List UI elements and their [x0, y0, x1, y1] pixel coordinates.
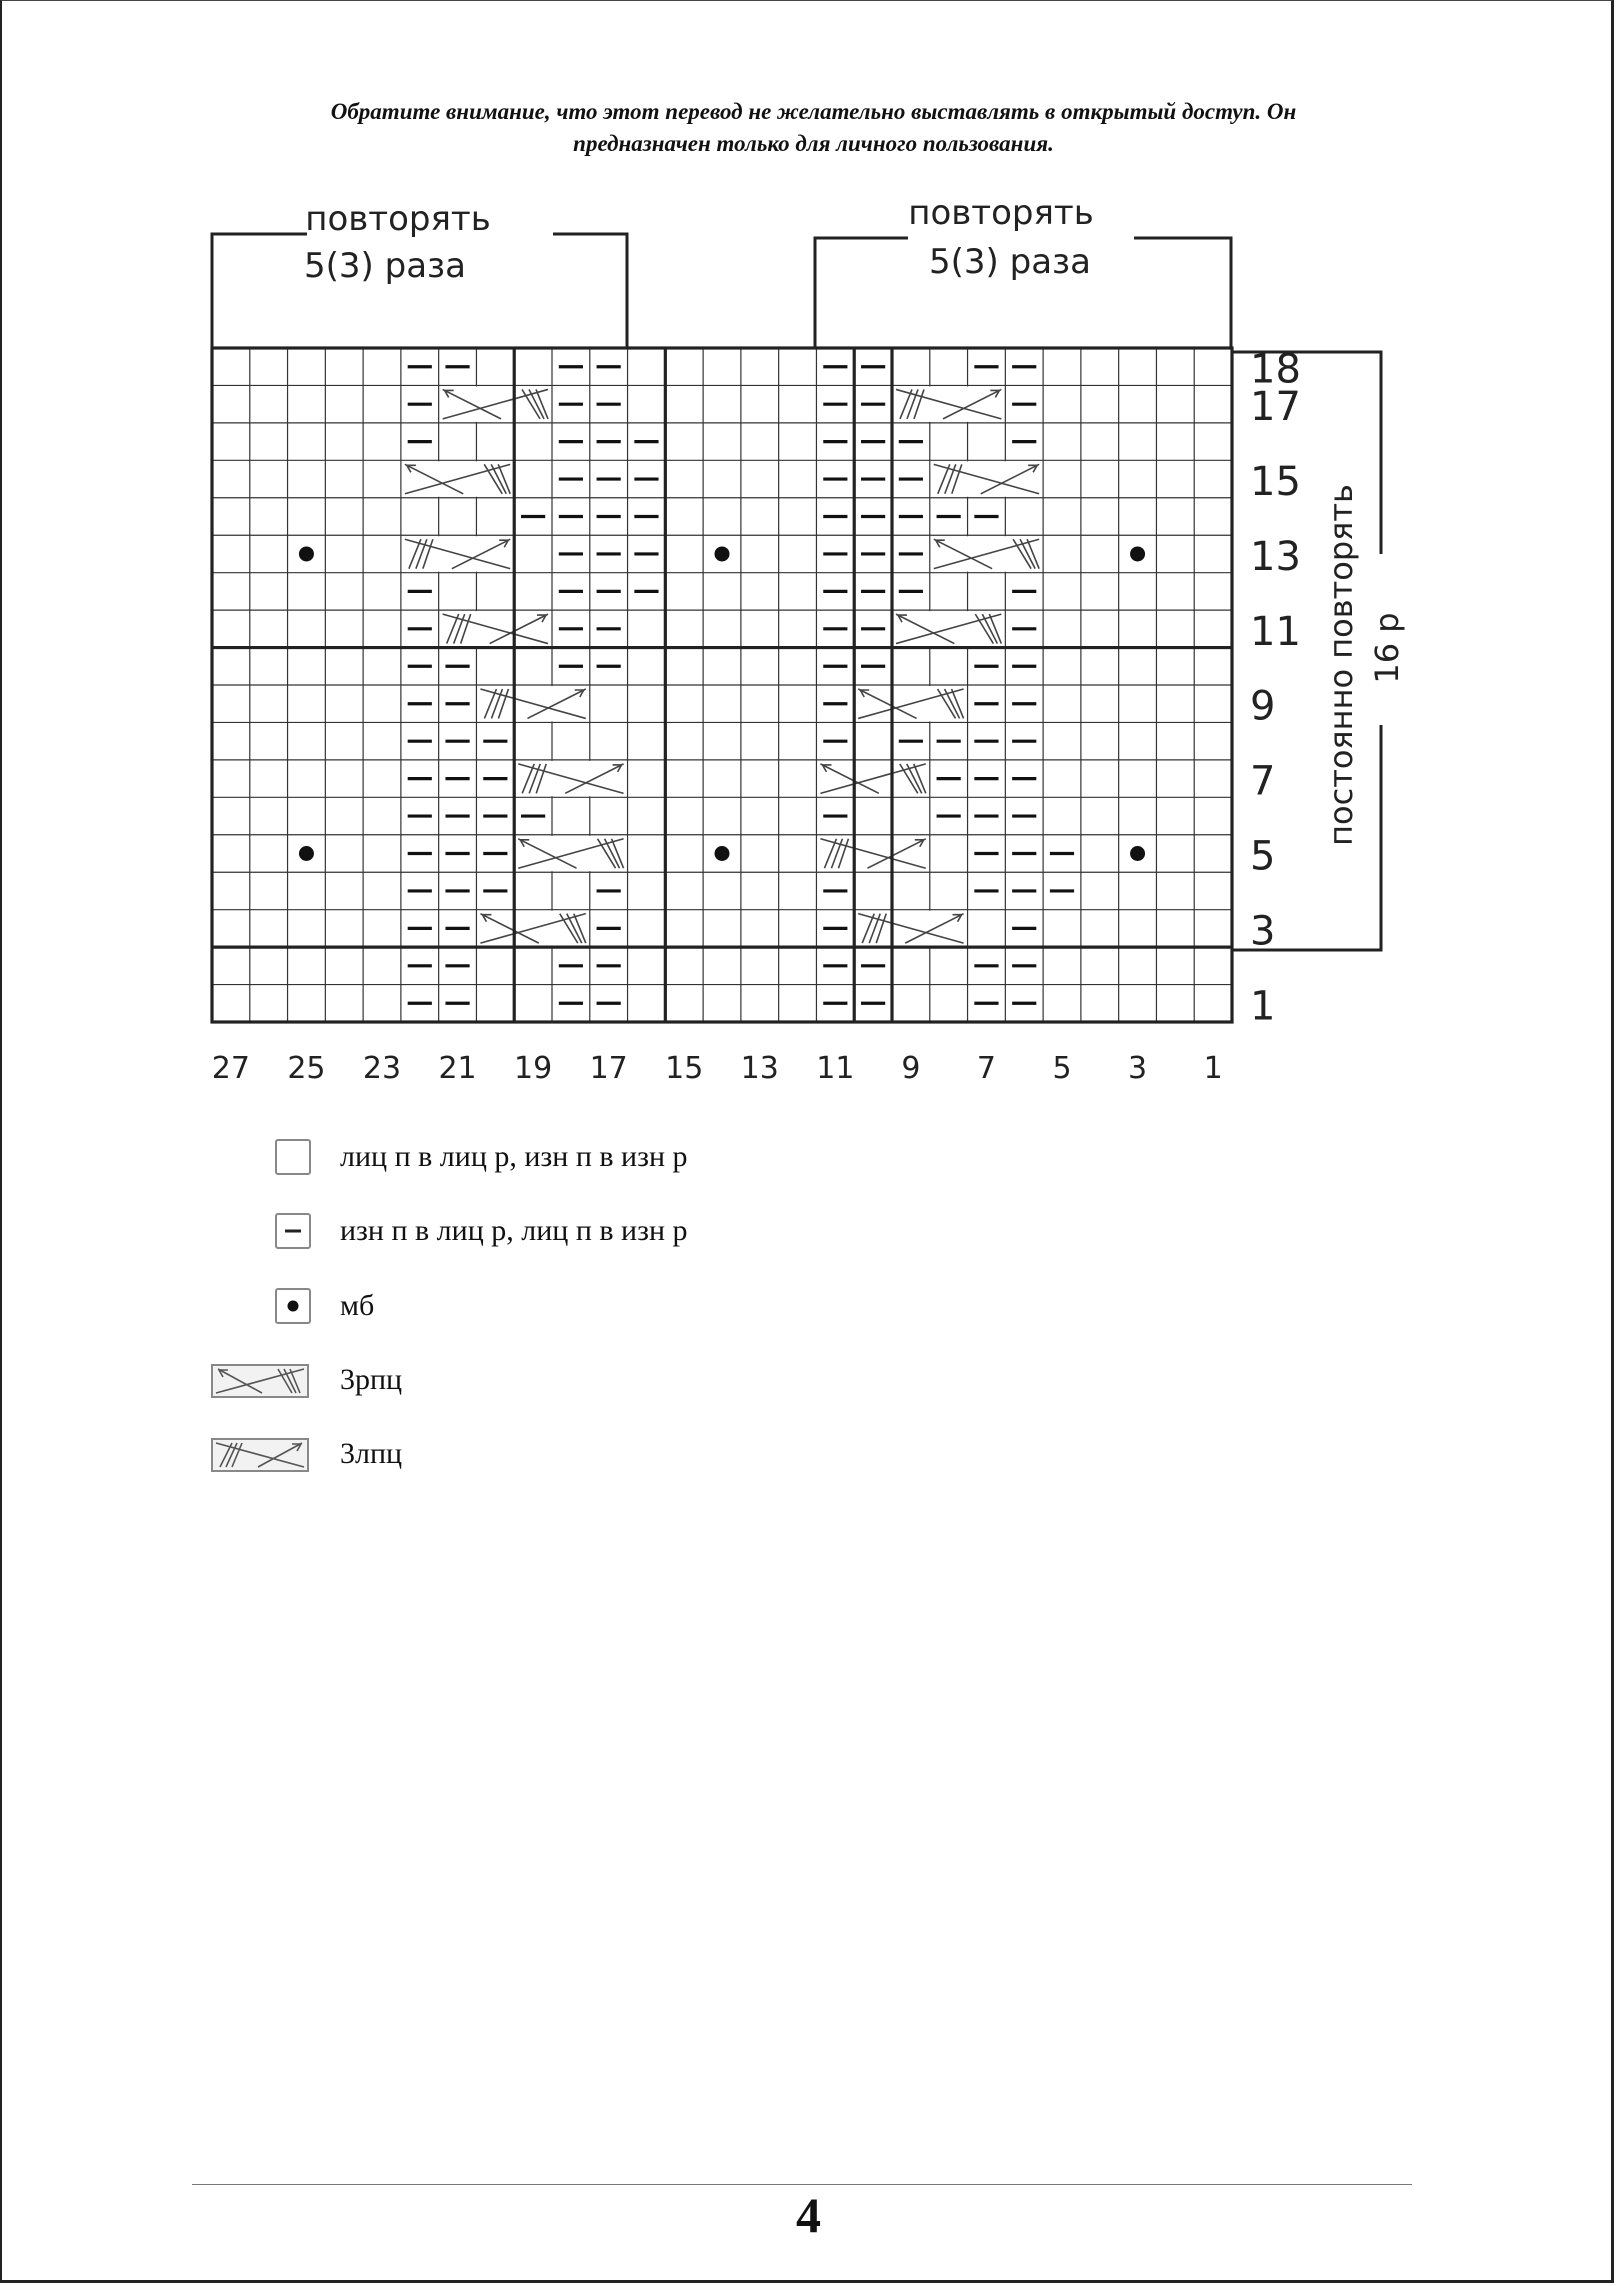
column-number: 15 — [665, 1051, 704, 1086]
row-number: 9 — [1250, 683, 1276, 730]
legend-text-knit: лиц п в лиц р, изн п в изн р — [340, 1140, 688, 1173]
chart-grid — [212, 348, 1232, 1022]
right-cross-mark — [440, 386, 551, 421]
column-number: 7 — [976, 1051, 996, 1086]
column-number: 23 — [362, 1051, 402, 1086]
knitting-chart — [0, 0, 1617, 1120]
row-number: 17 — [1250, 384, 1301, 431]
repeat-bracket-right-b — [1134, 238, 1231, 348]
column-number: 5 — [1052, 1051, 1072, 1086]
repeat-label-left-line2: 5(3) раза — [304, 246, 466, 286]
left-cross-mark — [893, 386, 1004, 421]
right-cross-mark — [515, 836, 626, 871]
bobble-mark — [299, 846, 314, 861]
row-number: 18 — [1250, 346, 1301, 393]
right-cross-mark — [931, 536, 1042, 571]
right-cross-mark — [855, 686, 966, 721]
legend-bobble-dot — [288, 1301, 299, 1312]
right-cross-mark — [893, 611, 1004, 646]
bobble-mark — [1130, 846, 1145, 861]
legend-text-bobble: мб — [340, 1289, 375, 1322]
row-number: 13 — [1250, 533, 1301, 580]
column-number: 11 — [816, 1051, 855, 1086]
left-cross-mark — [515, 761, 626, 796]
legend-icon-left-cross — [212, 1439, 308, 1471]
row-number: 1 — [1250, 983, 1276, 1030]
bobble-mark — [715, 846, 730, 861]
side-label-line2: 16 р — [1368, 612, 1406, 684]
legend-text-left-cross: 3лпц — [340, 1437, 403, 1470]
legend-icon-box — [276, 1140, 310, 1174]
left-cross-mark — [477, 686, 588, 721]
legend-text-right-cross: 3рпц — [340, 1363, 403, 1396]
legend-icon-purl — [276, 1214, 310, 1248]
row-number: 7 — [1250, 758, 1276, 805]
repeat-bracket-left-b — [553, 234, 627, 348]
column-number: 21 — [438, 1051, 477, 1086]
page-number: 4 — [796, 2187, 821, 2243]
repeat-label-right-line2: 5(3) раза — [929, 242, 1091, 282]
column-number: 25 — [287, 1051, 326, 1086]
column-numbers — [212, 1051, 1223, 1086]
side-label-line1: постоянно повторять — [1322, 484, 1360, 846]
column-number: 27 — [211, 1051, 250, 1086]
legend-icon-knit — [276, 1140, 310, 1174]
column-number: 3 — [1128, 1051, 1148, 1086]
left-cross-mark — [402, 536, 513, 571]
right-cross-mark — [402, 461, 513, 496]
right-cross-mark — [477, 911, 588, 946]
repeat-bracket-left-a — [212, 234, 307, 348]
column-number: 9 — [901, 1051, 921, 1086]
repeat-label-left-line1: повторять — [305, 199, 491, 239]
row-number: 11 — [1250, 608, 1301, 655]
column-number: 1 — [1203, 1051, 1223, 1086]
legend-icon-right-cross — [212, 1365, 308, 1397]
row-number: 15 — [1250, 459, 1301, 506]
repeat-label-right-line1: повторять — [908, 193, 1094, 233]
legend-icon-bobble — [276, 1289, 310, 1323]
repeat-bracket-right-a — [815, 238, 908, 348]
bobble-mark — [1130, 546, 1145, 561]
left-cross-mark — [855, 911, 966, 946]
left-cross-mark — [931, 461, 1042, 496]
row-number: 5 — [1250, 833, 1276, 880]
column-number: 19 — [514, 1051, 553, 1086]
right-cross-mark — [817, 761, 928, 796]
footer-divider — [192, 2184, 1412, 2185]
row-numbers — [1250, 347, 1301, 1030]
column-number: 13 — [740, 1051, 779, 1086]
chart-frame-lines — [212, 234, 1381, 1022]
left-cross-mark — [817, 836, 928, 871]
left-cross-mark — [440, 611, 551, 646]
notice-line-1: Обратите внимание, что этот перевод не желательно выставлять в открытый доступ. Он — [330, 99, 1297, 124]
bobble-mark — [299, 546, 314, 561]
notice-line-2: предназначен только для личного пользования. — [573, 131, 1054, 156]
row-number: 3 — [1250, 908, 1276, 955]
legend-text-purl: изн п в лиц р, лиц п в изн р — [340, 1214, 688, 1247]
bobble-mark — [715, 546, 730, 561]
column-number: 17 — [589, 1051, 628, 1086]
